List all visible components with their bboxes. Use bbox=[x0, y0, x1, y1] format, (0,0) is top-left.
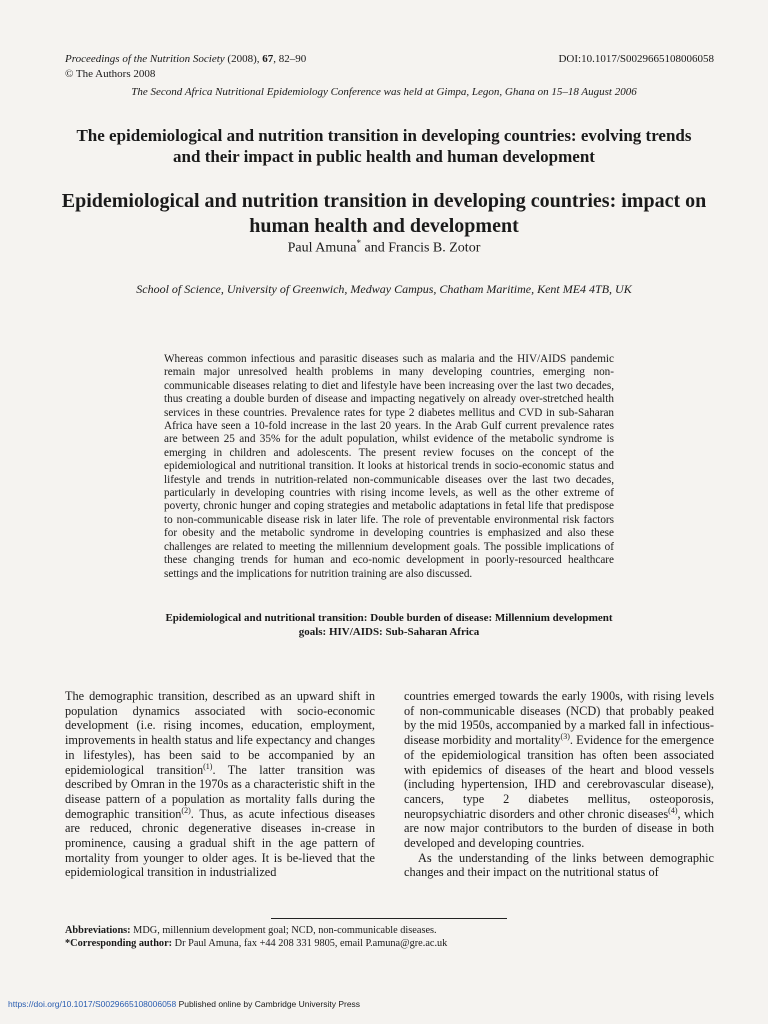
authors bbox=[0, 238, 768, 257]
abbreviations-label: Abbreviations: bbox=[65, 925, 131, 936]
citation-ref[interactable]: (3) bbox=[560, 732, 570, 742]
body-column-right bbox=[404, 689, 714, 880]
doi-link[interactable]: https://doi.org/10.1017/S0029665108006058 bbox=[8, 999, 177, 1009]
page-footer bbox=[8, 999, 360, 1009]
series-title: The epidemiological and nutrition transition in developing countries: evolving trends and their impact in public health and human development bbox=[76, 126, 692, 166]
author-1: Paul Amuna bbox=[287, 240, 357, 256]
body-text: , which are now major contributors to the burden of disease in both developed and developing countries. bbox=[404, 806, 714, 851]
body-text: . The latter transition was described by Omran in the 1970s as a characteristic shift in the disease pattern of a population as mortality falls during the demographic transition bbox=[65, 762, 375, 821]
footnotes bbox=[65, 925, 705, 950]
corresponding-author-label: *Corresponding author: bbox=[65, 937, 173, 949]
body-text: countries emerged towards the early 1900s, with rising levels of non-communicable diseases (NCD) that probably peaked by the mid 1950s, accompanied by a marked fall in infectious-disease morbidity and mortality bbox=[404, 689, 714, 748]
body-text: As the understanding of the links between demographic changes and their impact on the nutritional status of bbox=[404, 850, 714, 880]
body-text: . Evidence for the emergence of the epidemiological transition has often been associated with epidemics of diseases of the heart and blood vessels (including hypertension, IHD and cerebrovascular disease), cancers, type 2 diabetes mellitus, osteoporosis, neuropsychiatric disorders and other chronic diseases bbox=[404, 733, 714, 821]
body-text: The demographic transition, described as an upward shift in population dynamics associated with socio-economic development (i.e. rising incomes, education, employment, improvements in health status and life expectancy and changes in lifestyles), has been said to be accompanied by an epidemiological transition bbox=[65, 689, 375, 777]
journal-name: Proceedings of the Nutrition Society bbox=[65, 53, 225, 65]
publisher-note: Published online by Cambridge University Press bbox=[176, 999, 361, 1009]
copyright: © The Authors 2008 bbox=[65, 68, 156, 80]
conference-note: The Second Africa Nutritional Epidemiology Conference was held at Gimpa, Legon, Ghana on 15–18 August 2006 bbox=[131, 86, 637, 98]
footnote-rule bbox=[271, 918, 507, 919]
citation-pages: , 82–90 bbox=[273, 53, 307, 65]
journal-citation bbox=[65, 52, 306, 82]
corresponding-mark: * bbox=[356, 238, 361, 248]
citation-ref[interactable]: (4) bbox=[668, 805, 678, 815]
body-column-left bbox=[65, 689, 375, 880]
citation-volume: 67 bbox=[262, 53, 274, 65]
citation-year: (2008), bbox=[224, 53, 263, 65]
citation-ref[interactable]: (2) bbox=[181, 805, 191, 815]
doi: DOI:10.1017/S0029665108006058 bbox=[558, 53, 714, 65]
affiliation: School of Science, University of Greenwich, Medway Campus, Chatham Maritime, Kent ME4 4TB, UK bbox=[136, 282, 632, 296]
citation-ref[interactable]: (1) bbox=[203, 761, 213, 771]
abstract: Whereas common infectious and parasitic diseases such as malaria and the HIV/AIDS pandemic remain major unresolved health problems in many developing countries, emerging non-communicable diseases relating to diet and lifestyle have been increasing over the last two decades, thus creating a double burden of disease and impacting negatively on already over-stretched health services in these countries. Prevalence rates for type 2 diabetes mellitus and CVD in sub-Saharan Africa have seen a 10-fold increase in the last 20 years. In the Arab Gulf current prevalence rates are between 25 and 35% for the adult population, whilst evidence of the metabolic syndrome is emerging in children and adolescents. The present review focuses on the concept of the epidemiological and nutritional transition. It looks at historical trends in socio-economic status and lifestyle and trends in nutrition-related non-communicable diseases over the last two decades, particularly in developing countries with rising income levels, as well as the other extreme of poverty, chronic hunger and coping strategies and metabolic adaptations in fetal life that predispose to non-communicable disease risk in later life. The role of preventable environmental risk factors for obesity and the metabolic syndrome in developing countries is emphasized and also these challenges are related to meeting the millennium development goals. The possible implications of these changing trends for human and eco-nomic development in poorly-resourced healthcare settings and the implications for nutrition training are also discussed. bbox=[164, 353, 614, 580]
author-2: and Francis B. Zotor bbox=[360, 240, 481, 256]
corresponding-author-text: Dr Paul Amuna, fax +44 208 331 9805, email P.amuna@gre.ac.uk bbox=[172, 937, 448, 949]
keywords: Epidemiological and nutritional transition: Double burden of disease: Millennium development goals: HIV/AIDS: Sub-Saharan Africa bbox=[165, 612, 613, 638]
abbreviations-text: MDG, millennium development goal; NCD, non-communicable diseases. bbox=[130, 925, 437, 936]
body-text: . Thus, as acute infectious diseases are reduced, chronic degenerative diseases in-crease in prominence, causing a gradual shift in the age pattern of mortality from younger to older ages. It is be-lieved that the epidemiological transition in industrialized bbox=[65, 806, 375, 880]
paper-title: Epidemiological and nutrition transition in developing countries: impact on human health and development bbox=[61, 190, 707, 237]
